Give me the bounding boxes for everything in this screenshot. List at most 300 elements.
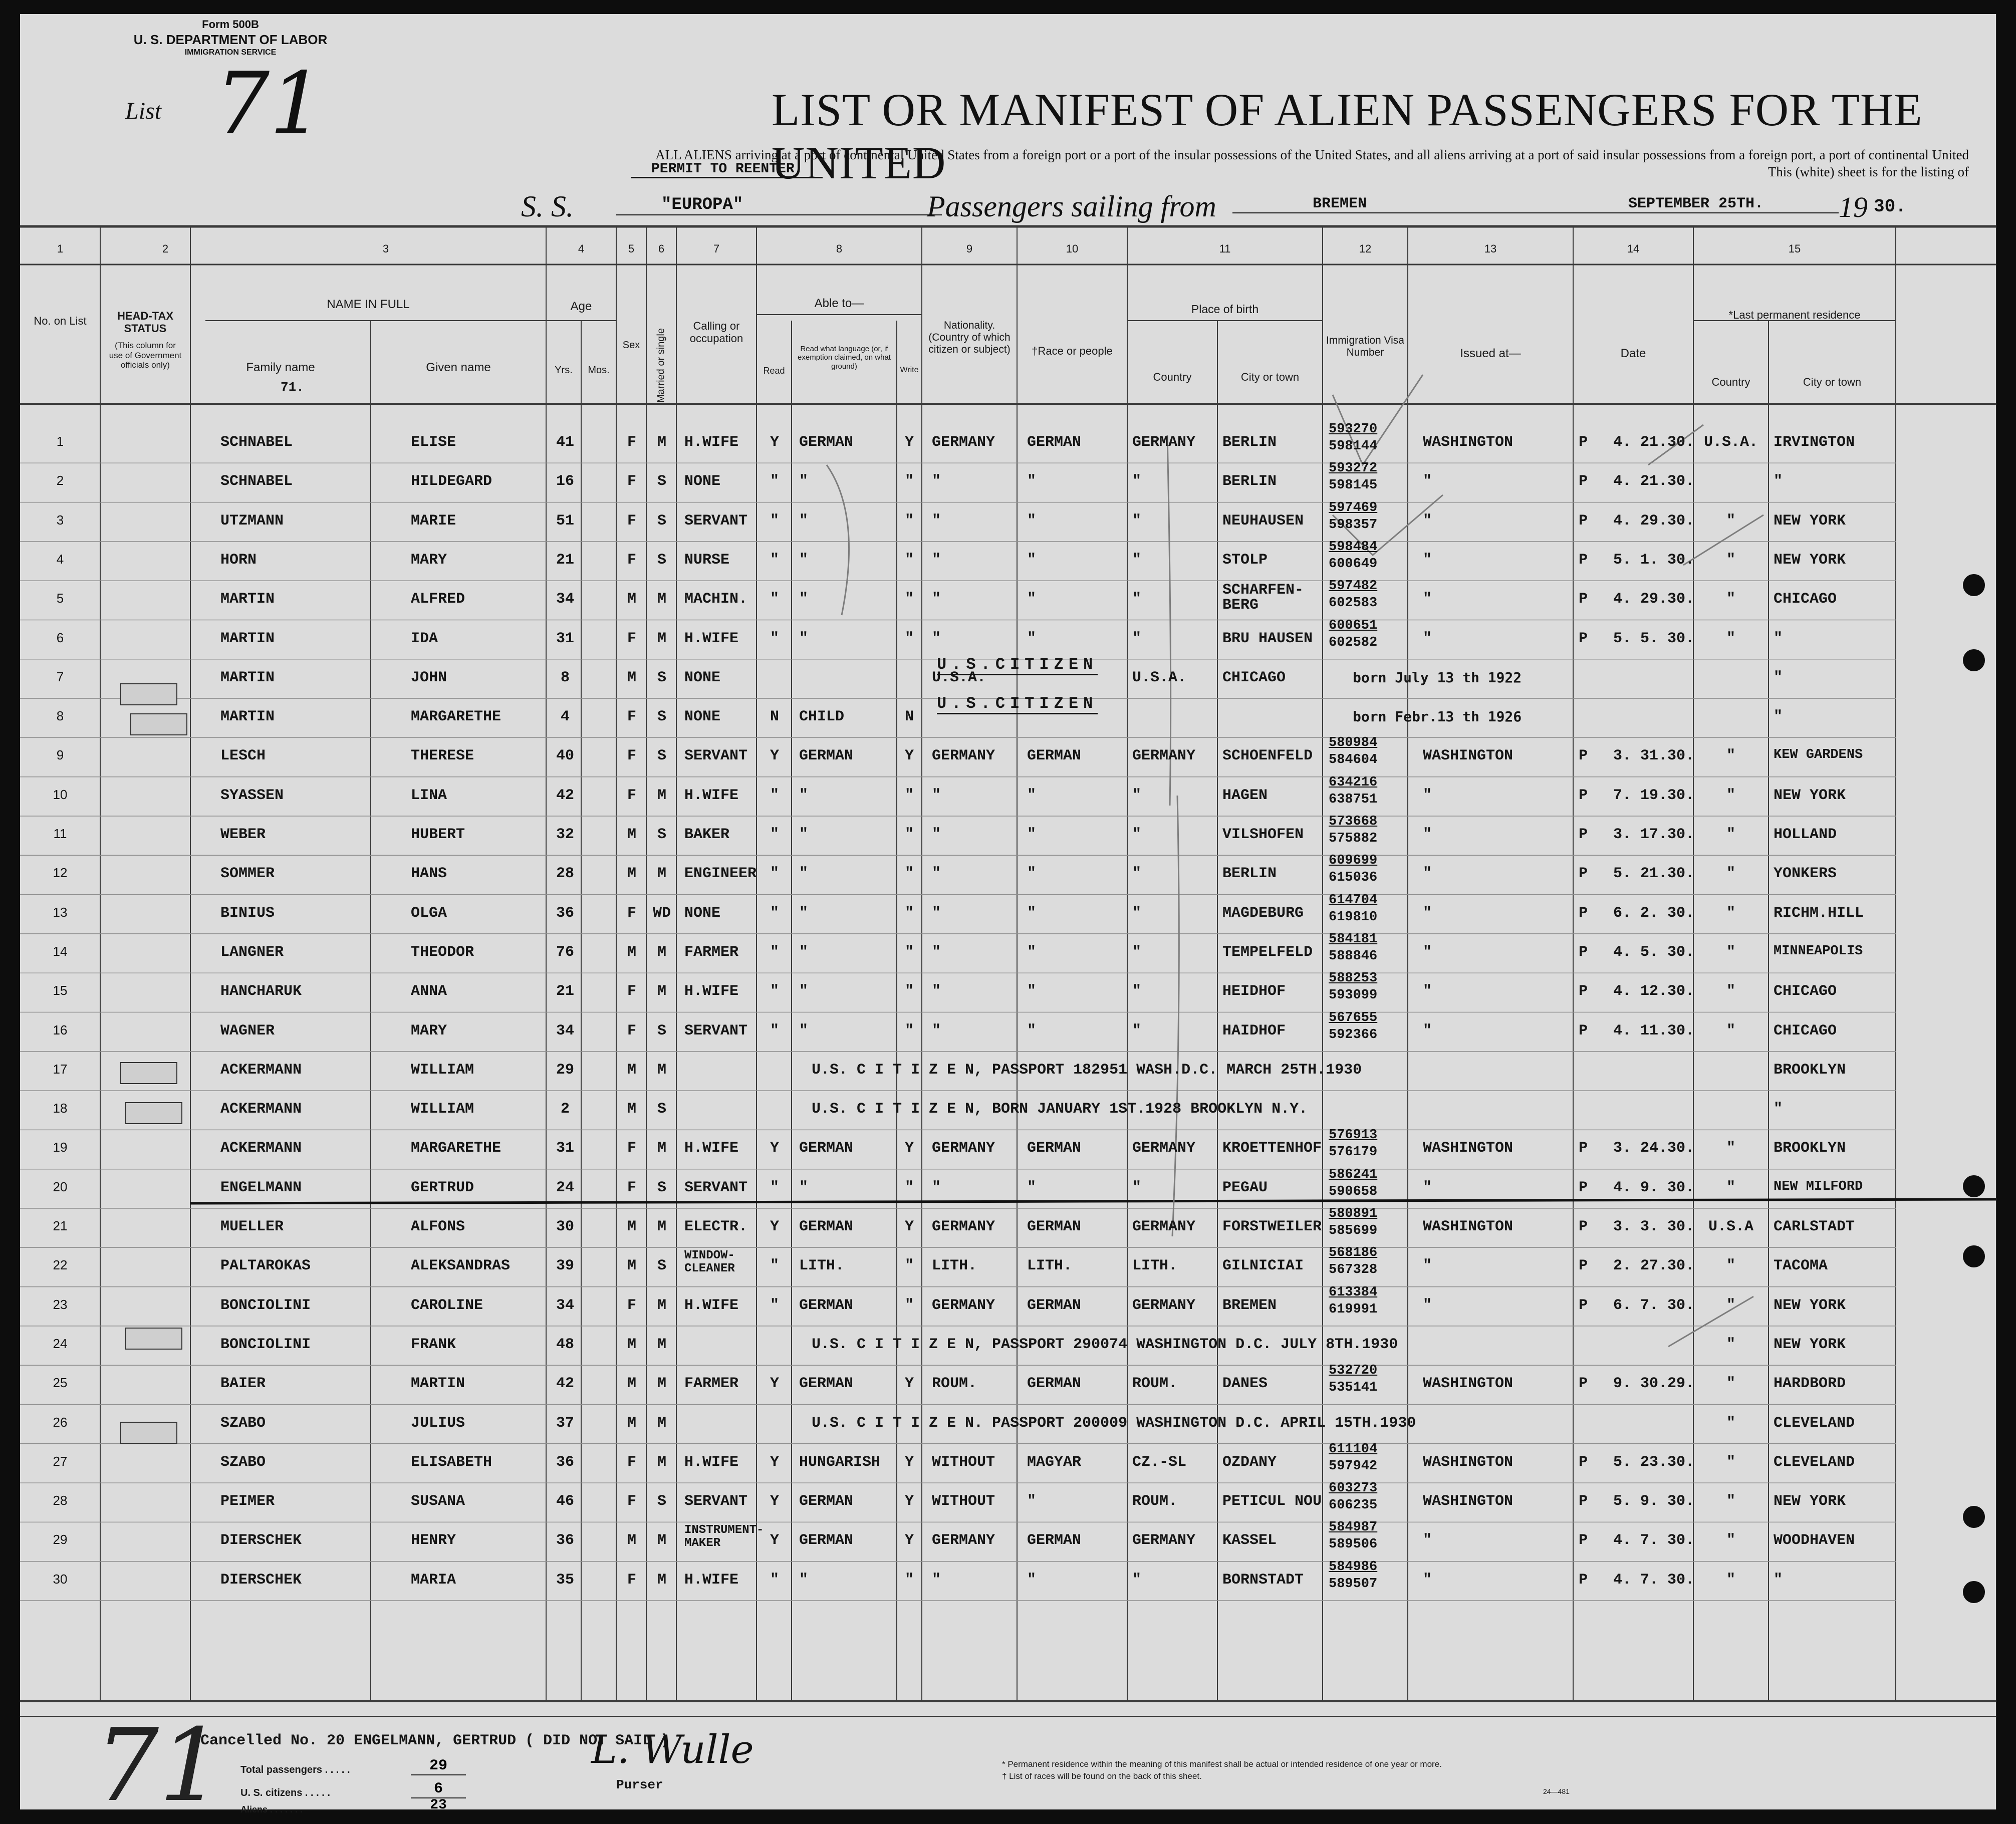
birth-country: " xyxy=(1132,473,1142,490)
visa-date: 4. 5. 30. xyxy=(1613,943,1695,961)
header-name-in-full: NAME IN FULL xyxy=(327,298,410,311)
sex: M xyxy=(627,1061,636,1079)
birth-country: GERMANY xyxy=(1132,1218,1196,1235)
column-number: 1 xyxy=(57,242,64,255)
occupation: BAKER xyxy=(684,826,730,843)
row-number: 13 xyxy=(53,904,68,920)
visa-class: P xyxy=(1578,1571,1588,1589)
visa-number: born Febr.13 th 1926 xyxy=(1353,708,1522,725)
header-no-on-list: No. on List xyxy=(34,315,87,327)
header-place-of-birth: Place of birth xyxy=(1191,303,1259,316)
birth-city: HAIDHOF xyxy=(1222,1022,1286,1039)
birth-city: OZDANY xyxy=(1222,1453,1277,1471)
handwritten-list-number: 71 xyxy=(95,1707,223,1824)
issued-at: " xyxy=(1423,1179,1432,1196)
occupation: SERVANT xyxy=(684,1493,748,1510)
occupation: FARMER xyxy=(684,1375,739,1393)
sex: M xyxy=(627,1257,636,1275)
marital-status: M xyxy=(657,983,666,1000)
birth-country: LITH. xyxy=(1132,1257,1178,1275)
race: GERMAN xyxy=(1027,747,1082,765)
race: " xyxy=(1027,787,1037,804)
given-name: MARGARETHE xyxy=(411,708,501,726)
column-number: 6 xyxy=(658,242,665,255)
residence-city: MINNEAPOLIS xyxy=(1774,943,1863,959)
column-number: 2 xyxy=(162,242,169,255)
can-write: " xyxy=(904,512,914,530)
sex: F xyxy=(627,747,636,765)
marital-status: S xyxy=(657,551,666,569)
occupation: SERVANT xyxy=(684,512,748,530)
issued-at: " xyxy=(1423,1571,1432,1589)
birth-country: " xyxy=(1132,904,1142,922)
family-name: BINIUS xyxy=(220,904,275,922)
birth-country: " xyxy=(1132,1571,1142,1589)
visa-date: 4. 21.30. xyxy=(1613,473,1695,490)
sex: M xyxy=(627,591,636,608)
marital-status: S xyxy=(657,1179,666,1196)
visa-number: 589506 xyxy=(1329,1537,1378,1552)
read-language: GERMAN xyxy=(799,1218,854,1235)
given-name: CAROLINE xyxy=(411,1296,483,1314)
race: " xyxy=(1027,1179,1037,1196)
read-language: " xyxy=(799,591,809,608)
family-name: LESCH xyxy=(220,747,266,765)
row-number: 24 xyxy=(53,1336,68,1351)
visa-date: 5. 21.30. xyxy=(1613,865,1695,883)
nationality: " xyxy=(932,473,941,490)
column-number: 15 xyxy=(1788,242,1801,255)
sex: M xyxy=(627,1336,636,1353)
residence-country: " xyxy=(1726,1375,1735,1393)
read-language: " xyxy=(799,1022,809,1039)
form-code: 24—481 xyxy=(1543,1787,1570,1795)
sex: M xyxy=(627,669,636,686)
row-number: 21 xyxy=(53,1218,68,1233)
can-write: " xyxy=(904,630,914,647)
race: " xyxy=(1027,826,1037,843)
header-city: City or town xyxy=(1240,371,1300,383)
can-read: " xyxy=(770,904,779,922)
occupation: H.WIFE xyxy=(684,434,739,451)
visa-number: 611104 xyxy=(1329,1441,1378,1457)
birth-country: " xyxy=(1132,591,1142,608)
visa-number: 603273 xyxy=(1329,1481,1378,1496)
given-name: MARIA xyxy=(411,1571,456,1589)
sex: F xyxy=(627,983,636,1000)
head-tax-stamp xyxy=(120,683,177,705)
family-name: SCHNABEL xyxy=(220,473,293,490)
nationality: GERMANY xyxy=(932,747,995,765)
age-years: 30 xyxy=(556,1218,574,1235)
age-years: 4 xyxy=(560,708,570,726)
race: " xyxy=(1027,473,1037,490)
visa-number: 609699 xyxy=(1329,853,1378,869)
visa-class: P xyxy=(1578,1257,1588,1275)
given-name: ELISABETH xyxy=(411,1453,492,1471)
given-name: WILLIAM xyxy=(411,1061,474,1079)
issued-at: " xyxy=(1423,1532,1432,1549)
issued-at: " xyxy=(1423,943,1432,961)
header-country: Country xyxy=(1153,371,1192,383)
row-number: 15 xyxy=(53,983,68,998)
residence-country: " xyxy=(1726,943,1735,961)
issued-at: WASHINGTON xyxy=(1423,747,1514,765)
visa-class: P xyxy=(1578,826,1588,843)
birth-city: SCHOENFELD xyxy=(1222,747,1313,765)
sex: M xyxy=(627,1101,636,1118)
manifest-title: LIST OR MANIFEST OF ALIEN PASSENGERS FOR THE UNITED xyxy=(772,84,1923,188)
age-years: 37 xyxy=(556,1414,574,1432)
given-name: ALFONS xyxy=(411,1218,465,1235)
nationality: " xyxy=(932,904,941,922)
visa-number: 584604 xyxy=(1329,752,1378,768)
visa-date: 5. 1. 30. xyxy=(1613,551,1695,569)
can-write: " xyxy=(904,1022,914,1039)
visa-number: 619991 xyxy=(1329,1301,1378,1317)
visa-number: 598484 xyxy=(1329,539,1378,555)
visa-class: P xyxy=(1578,1218,1588,1235)
permit-note: PERMIT TO REENTER. xyxy=(631,161,823,178)
can-write: Y xyxy=(904,747,914,765)
residence-city: TACOMA xyxy=(1774,1257,1828,1275)
can-read: " xyxy=(770,1571,779,1589)
sex: F xyxy=(627,1493,636,1510)
given-name: MARTIN xyxy=(411,1375,465,1393)
sex: M xyxy=(627,1414,636,1432)
birth-city: KASSEL xyxy=(1222,1532,1277,1549)
birth-country: " xyxy=(1132,1022,1142,1039)
visa-date: 6. 7. 30. xyxy=(1613,1296,1695,1314)
footnote-residence: * Permanent residence within the meaning of this manifest shall be actual or intended residence of one year or more. xyxy=(1002,1759,1442,1769)
can-write: Y xyxy=(904,1532,914,1549)
nationality: " xyxy=(932,551,941,569)
header-yrs: Yrs. xyxy=(555,365,573,376)
can-write: " xyxy=(904,1571,914,1589)
issued-at: " xyxy=(1423,865,1432,883)
citizen-note: U.S.CITIZEN xyxy=(937,694,1098,714)
visa-class: P xyxy=(1578,512,1588,530)
family-name: MARTIN xyxy=(220,630,275,647)
column-number: 13 xyxy=(1484,242,1497,255)
issued-at: WASHINGTON xyxy=(1423,1453,1514,1471)
occupation: ELECTR. xyxy=(684,1218,748,1235)
given-name: GERTRUD xyxy=(411,1179,474,1196)
occupation: WINDOW- CLEANER xyxy=(684,1249,735,1276)
visa-class: P xyxy=(1578,983,1588,1000)
residence-city: " xyxy=(1774,669,1783,686)
residence-city: " xyxy=(1774,473,1783,490)
can-write: " xyxy=(904,826,914,843)
sex: F xyxy=(627,512,636,530)
nationality: WITHOUT xyxy=(932,1453,995,1471)
can-write: " xyxy=(904,1179,914,1196)
occupation: NONE xyxy=(684,473,721,490)
occupation: H.WIFE xyxy=(684,1571,739,1589)
header-res-country: Country xyxy=(1711,376,1750,388)
nationality: GERMANY xyxy=(932,434,995,451)
birth-country: " xyxy=(1132,943,1142,961)
read-language: GERMAN xyxy=(799,1296,854,1314)
marital-status: S xyxy=(657,708,666,726)
header-able-to: Able to— xyxy=(814,297,864,310)
birth-city: STOLP xyxy=(1222,551,1268,569)
visa-class: P xyxy=(1578,1532,1588,1549)
head-tax-stamp xyxy=(125,1328,182,1350)
residence-country: " xyxy=(1726,1022,1735,1039)
read-language: LITH. xyxy=(799,1257,845,1275)
header-age: Age xyxy=(570,300,592,313)
can-read: Y xyxy=(770,747,779,765)
residence-city: NEW YORK xyxy=(1774,512,1846,530)
occupation: SERVANT xyxy=(684,1022,748,1039)
citizens-label: U. S. citizens . . . . . xyxy=(240,1787,330,1798)
marital-status: M xyxy=(657,1453,666,1471)
age-years: 48 xyxy=(556,1336,574,1353)
total-label: Total passengers . . . . . xyxy=(240,1764,350,1775)
birth-city: PETICUL NOU xyxy=(1222,1493,1322,1510)
given-name: JOHN xyxy=(411,669,447,686)
visa-class: P xyxy=(1578,551,1588,569)
column-number: 5 xyxy=(628,242,635,255)
given-name: JULIUS xyxy=(411,1414,465,1432)
sex: F xyxy=(627,1571,636,1589)
visa-number: 586241 xyxy=(1329,1167,1378,1182)
visa-number: 615036 xyxy=(1329,870,1378,886)
residence-country: " xyxy=(1726,1179,1735,1196)
visa-number: 576913 xyxy=(1329,1128,1378,1143)
sex: F xyxy=(627,787,636,804)
birth-country: " xyxy=(1132,826,1142,843)
visa-class: P xyxy=(1578,904,1588,922)
residence-city: YONKERS xyxy=(1774,865,1837,883)
visa-date: 5. 5. 30. xyxy=(1613,630,1695,647)
visa-number: 593270 xyxy=(1329,422,1378,437)
sex: M xyxy=(627,1532,636,1549)
nationality: " xyxy=(932,591,941,608)
visa-number: 600651 xyxy=(1329,618,1378,633)
sex: F xyxy=(627,630,636,647)
visa-number: 598144 xyxy=(1329,439,1378,454)
marital-status: M xyxy=(657,1140,666,1157)
visa-date: 4. 29.30. xyxy=(1613,591,1695,608)
nationality: GERMANY xyxy=(932,1296,995,1314)
can-write: " xyxy=(904,904,914,922)
residence-city: CLEVELAND xyxy=(1774,1414,1855,1432)
marital-status: M xyxy=(657,865,666,883)
visa-class: P xyxy=(1578,1296,1588,1314)
family-name: SCHNABEL xyxy=(220,434,293,451)
read-language: " xyxy=(799,473,809,490)
visa-class: P xyxy=(1578,1375,1588,1393)
given-name: ELISE xyxy=(411,434,456,451)
sailing-date: SEPTEMBER 25TH. xyxy=(1608,195,1839,213)
read-language: " xyxy=(799,865,809,883)
row-number: 22 xyxy=(53,1257,68,1273)
birth-country: GERMANY xyxy=(1132,1296,1196,1314)
birth-city: DANES xyxy=(1222,1375,1268,1393)
family-name: MARTIN xyxy=(220,669,275,686)
row-number: 14 xyxy=(53,943,68,959)
visa-class: P xyxy=(1578,630,1588,647)
citizen-passport-line: U.S. C I T I Z E N. PASSPORT 200009 WASHINGTON D.C. APRIL 15TH.1930 xyxy=(812,1414,1416,1432)
marital-status: M xyxy=(657,1414,666,1432)
header-date: Date xyxy=(1620,347,1646,360)
residence-country: " xyxy=(1726,512,1735,530)
can-write: " xyxy=(904,787,914,804)
birth-city: PEGAU xyxy=(1222,1179,1268,1196)
nationality: " xyxy=(932,826,941,843)
visa-date: 4. 7. 30. xyxy=(1613,1571,1695,1589)
visa-date: 4. 11.30. xyxy=(1613,1022,1695,1039)
head-tax-stamp xyxy=(130,713,187,735)
header-read-language: Read what language (or, if exemption claimed, on what ground) xyxy=(798,345,891,371)
given-name: MARIE xyxy=(411,512,456,530)
issued-at: " xyxy=(1423,787,1432,804)
occupation: INSTRUMENT- MAKER xyxy=(684,1523,764,1550)
residence-city: CHICAGO xyxy=(1774,1022,1837,1039)
issued-at: WASHINGTON xyxy=(1423,434,1514,451)
race: MAGYAR xyxy=(1027,1453,1082,1471)
visa-number: 638751 xyxy=(1329,792,1378,807)
race: GERMAN xyxy=(1027,434,1082,451)
can-read: Y xyxy=(770,434,779,451)
residence-city: WOODHAVEN xyxy=(1774,1532,1855,1549)
head-tax-stamp xyxy=(120,1062,177,1084)
column-number: 9 xyxy=(966,242,973,255)
visa-class: P xyxy=(1578,1453,1588,1471)
family-name: DIERSCHEK xyxy=(220,1532,302,1549)
aliens-count: 23 xyxy=(430,1797,447,1813)
birth-city: VILSHOFEN xyxy=(1222,826,1304,843)
year-prefix: 19 xyxy=(1839,191,1868,223)
age-years: 40 xyxy=(556,747,574,765)
header-sex: Sex xyxy=(622,340,640,351)
issued-at: WASHINGTON xyxy=(1423,1375,1514,1393)
read-language: " xyxy=(799,1179,809,1196)
family-name: SYASSEN xyxy=(220,787,284,804)
age-years: 36 xyxy=(556,904,574,922)
residence-country: " xyxy=(1726,865,1735,883)
ss-label: S. S. xyxy=(521,190,574,223)
sex: M xyxy=(627,865,636,883)
given-name: FRANK xyxy=(411,1336,456,1353)
visa-class: P xyxy=(1578,747,1588,765)
issued-at: " xyxy=(1423,473,1432,490)
occupation: H.WIFE xyxy=(684,1140,739,1157)
family-name: DIERSCHEK xyxy=(220,1571,302,1589)
age-years: 8 xyxy=(560,669,570,686)
birth-country: " xyxy=(1132,551,1142,569)
can-read: " xyxy=(770,473,779,490)
residence-country: " xyxy=(1726,904,1735,922)
residence-city: " xyxy=(1774,1101,1783,1118)
marital-status: M xyxy=(657,1061,666,1079)
read-language: GERMAN xyxy=(799,434,854,451)
residence-country: " xyxy=(1726,591,1735,608)
residence-country: " xyxy=(1726,1453,1735,1471)
family-name: ACKERMANN xyxy=(220,1061,302,1079)
can-write: Y xyxy=(904,434,914,451)
visa-date: 3. 31.30. xyxy=(1613,747,1695,765)
visa-number: 567328 xyxy=(1329,1262,1378,1278)
read-language: CHILD xyxy=(799,708,845,726)
birth-country: U.S.A. xyxy=(1132,669,1187,686)
row-number: 7 xyxy=(56,669,64,684)
occupation: NONE xyxy=(684,708,721,726)
nationality: " xyxy=(932,1571,941,1589)
nationality: LITH. xyxy=(932,1257,977,1275)
can-read: " xyxy=(770,512,779,530)
residence-country: " xyxy=(1726,1336,1735,1353)
race: " xyxy=(1027,591,1037,608)
visa-number: 600649 xyxy=(1329,556,1378,572)
can-write: Y xyxy=(904,1493,914,1510)
age-years: 32 xyxy=(556,826,574,843)
occupation: H.WIFE xyxy=(684,1296,739,1314)
age-years: 36 xyxy=(556,1453,574,1471)
visa-number: 584986 xyxy=(1329,1559,1378,1575)
marital-status: M xyxy=(657,1375,666,1393)
visa-number: 576179 xyxy=(1329,1145,1378,1160)
read-language: GERMAN xyxy=(799,1493,854,1510)
column-number: 14 xyxy=(1627,242,1640,255)
age-years: 41 xyxy=(556,434,574,451)
given-name: HUBERT xyxy=(411,826,465,843)
read-language: HUNGARISH xyxy=(799,1453,881,1471)
marital-status: S xyxy=(657,826,666,843)
nationality: " xyxy=(932,787,941,804)
can-write: " xyxy=(904,551,914,569)
header-mos: Mos. xyxy=(588,365,610,376)
visa-number: 597469 xyxy=(1329,500,1378,515)
given-name: HENRY xyxy=(411,1532,456,1549)
nationality: GERMANY xyxy=(932,1218,995,1235)
visa-number: 588846 xyxy=(1329,948,1378,964)
age-years: 34 xyxy=(556,1296,574,1314)
visa-number: 573668 xyxy=(1329,814,1378,829)
given-name: IDA xyxy=(411,630,438,647)
read-language: GERMAN xyxy=(799,747,854,765)
age-years: 28 xyxy=(556,865,574,883)
can-write: N xyxy=(904,708,914,726)
header-given-name: Given name xyxy=(426,361,491,374)
can-read: " xyxy=(770,865,779,883)
age-years: 42 xyxy=(556,1375,574,1393)
birth-city: BRU HAUSEN xyxy=(1222,630,1313,647)
row-number: 27 xyxy=(53,1453,68,1469)
visa-number: 619810 xyxy=(1329,909,1378,925)
age-years: 31 xyxy=(556,1140,574,1157)
given-name: MARGARETHE xyxy=(411,1140,501,1157)
age-years: 51 xyxy=(556,512,574,530)
visa-number: 588253 xyxy=(1329,971,1378,986)
year-suffix: 30. xyxy=(1874,196,1906,217)
given-name: THERESE xyxy=(411,747,474,765)
purser-signature: L. Wulle xyxy=(591,1727,754,1772)
residence-country: " xyxy=(1726,1140,1735,1157)
birth-city: FORSTWEILER xyxy=(1222,1218,1322,1235)
sailing-label: Passengers sailing from xyxy=(927,190,1216,223)
can-write: " xyxy=(904,473,914,490)
list-number: 71 xyxy=(215,54,324,153)
can-write: Y xyxy=(904,1453,914,1471)
visa-number: born July 13 th 1922 xyxy=(1353,669,1522,686)
age-years: 2 xyxy=(560,1101,570,1118)
occupation: H.WIFE xyxy=(684,983,739,1000)
header-issued-at: Issued at— xyxy=(1460,347,1521,360)
marital-status: S xyxy=(657,473,666,490)
